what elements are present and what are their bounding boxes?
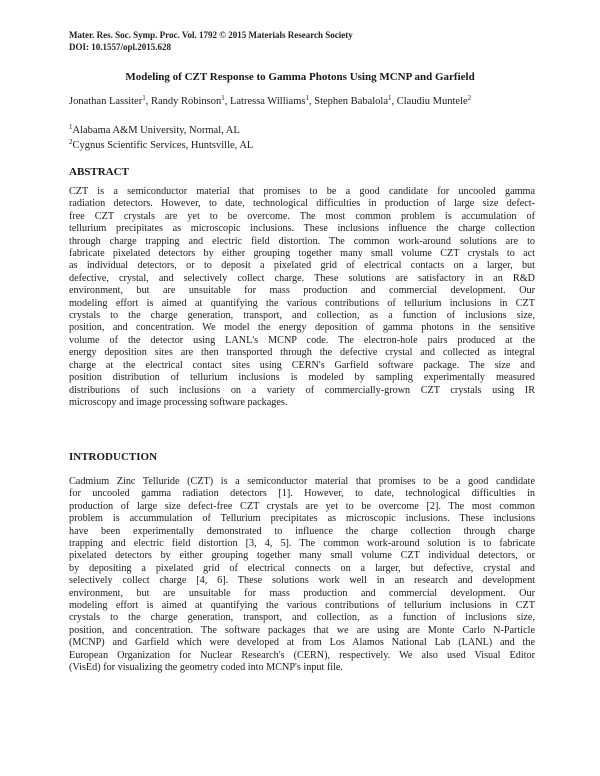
author: Latressa Williams$^1$ — [229, 94, 309, 107]
text-line: Cadmium Zinc Telluride (CZT) is a semiconductor material that promises to be a good candidate — [69, 476, 535, 487]
text-line: microscopy and image processing software packages. — [69, 396, 288, 408]
text-line: position distribution of tellurium inclusions is modeled by sampling experimentally measured — [69, 372, 535, 384]
author: Randy Robinson$^1$ — [150, 94, 225, 107]
text-line: problem is accummulation of Tellurium precipitates as microscopic inclusions. These inclusions — [69, 513, 535, 525]
introduction-body — [69, 476, 535, 675]
text-line: fabricate pixelated detectors by either grouping together many small volume CZT crystals to act — [69, 248, 535, 260]
author: Claudiu Muntele$^2$ — [396, 94, 472, 107]
author-list: Jonathan Lassiter$^1$, Randy Robinson$^1$, Latressa Williams$^1$, Stephen Babalola$^1$, Claudiu Muntele$^2$ — [69, 94, 472, 107]
abstract-body — [69, 186, 535, 409]
text-line: crystals to the charge generation, transport, and collection, as a function of inclusions size, — [69, 310, 535, 322]
introduction-heading: INTRODUCTION — [69, 451, 158, 463]
text-line: by depositing a pixelated grid of electrical connects on a larger, but defective, crystal and — [69, 562, 535, 574]
text-line: (MCNP) and Garfield which were developed at from Los Alamos National Lab (LANL) and the — [69, 637, 535, 649]
text-line: production of large size defect-free CZT crystals are yet to be overcome [2]. The most common — [69, 500, 535, 512]
author: Stephen Babalola$^1$ — [314, 94, 392, 107]
text-line: free CZT crystals are yet to be overcome. The most common problem is accumulation of — [69, 210, 535, 222]
text-line: radiation detectors. However, to date, technological difficulties in production of large size defect- — [69, 198, 535, 210]
text-line: position, and concentration. The software packages that we are using are Monte Carlo N-Particle — [69, 624, 535, 636]
doi: DOI: 10.1557/opl.2015.628 — [69, 42, 172, 52]
text-line: pixelated detectors by either grouping together many small volume CZT individual detectors, or — [69, 550, 535, 562]
text-line: through charge trapping and electric field distortion. The common work-around solutions are to — [69, 235, 535, 247]
text-line: (VisEd) for visualizing the geometry coded into MCNP's input file. — [69, 662, 343, 674]
text-line: charge at the electrical contact sites using CERN's Garfield software package. The size and — [69, 359, 535, 371]
paper-title: Modeling of CZT Response to Gamma Photons Using MCNP and Garfield — [125, 71, 475, 83]
text-line: CZT is a semiconductor material that promises to be a good candidate for uncooled gamma — [69, 186, 535, 197]
text-line: as individual detectors, or to deposit a pixelated grid of electrical contacts on a larger, but — [69, 260, 535, 272]
text-line: distributions of such inclusions on a variety of commercially-grown CZT crystals using IR — [69, 384, 535, 396]
affiliations — [69, 123, 253, 153]
affiliation: $^1$Alabama A&M University, Normal, AL — [69, 123, 240, 136]
text-line: trapping and electric field distortion [3, 4, 5]. The common work-around solution is to fabricate — [69, 538, 535, 550]
text-line: volume of the detector using LANL's MCNP code. The electron-hole pairs produced at the — [69, 334, 535, 346]
text-line: modeling effort is aimed at quantifying the various contributions of tellurium inclusions in CZT — [69, 297, 535, 309]
text-line: environment, but are unsuitable for mass production and commercial development. Our — [69, 285, 535, 297]
text-line: defective, crystal, and selectively collect charge. These solutions are satisfactory in an R&D — [69, 272, 535, 284]
journal-header — [69, 29, 353, 53]
author: Jonathan Lassiter$^1$ — [69, 94, 146, 107]
text-line: selectively collect charge [4, 6]. These solutions work well in an research and development — [69, 575, 535, 587]
affiliation: $^2$Cygnus Scientific Services, Huntsville, AL — [69, 138, 254, 151]
text-line: modeling effort is aimed at quantifying the various contributions of tellurium inclusions in CZT — [69, 600, 535, 612]
text-line: European Organization for Nuclear Research's (CERN), respectively. We also used Visual Editor — [69, 649, 535, 661]
text-line: crystals to the charge generation, transport, and collection, as a function of inclusions size, — [69, 612, 535, 624]
text-line: energy deposition sites are then transported through the defective crystal and collected as integral — [69, 347, 535, 359]
text-line: environment, but are unsuitable for mass production and commercial development. Our — [69, 587, 535, 599]
abstract-heading: ABSTRACT — [69, 166, 129, 178]
text-line: have been experimentally demonstrated to influence the charge collection through charge — [69, 525, 535, 537]
text-line: position, and concentration. We model the energy deposition of gamma photons in the sensitive — [69, 322, 535, 334]
text-line: tellurium precipitates as microscopic inclusions. These inclusions influence the charge collection — [69, 223, 535, 235]
journal-citation: Mater. Res. Soc. Symp. Proc. Vol. 1792 © 2015 Materials Research Society — [69, 30, 353, 40]
text-line: for uncooled gamma radiation detectors [1]. However, to date, technological difficulties in — [69, 488, 535, 500]
